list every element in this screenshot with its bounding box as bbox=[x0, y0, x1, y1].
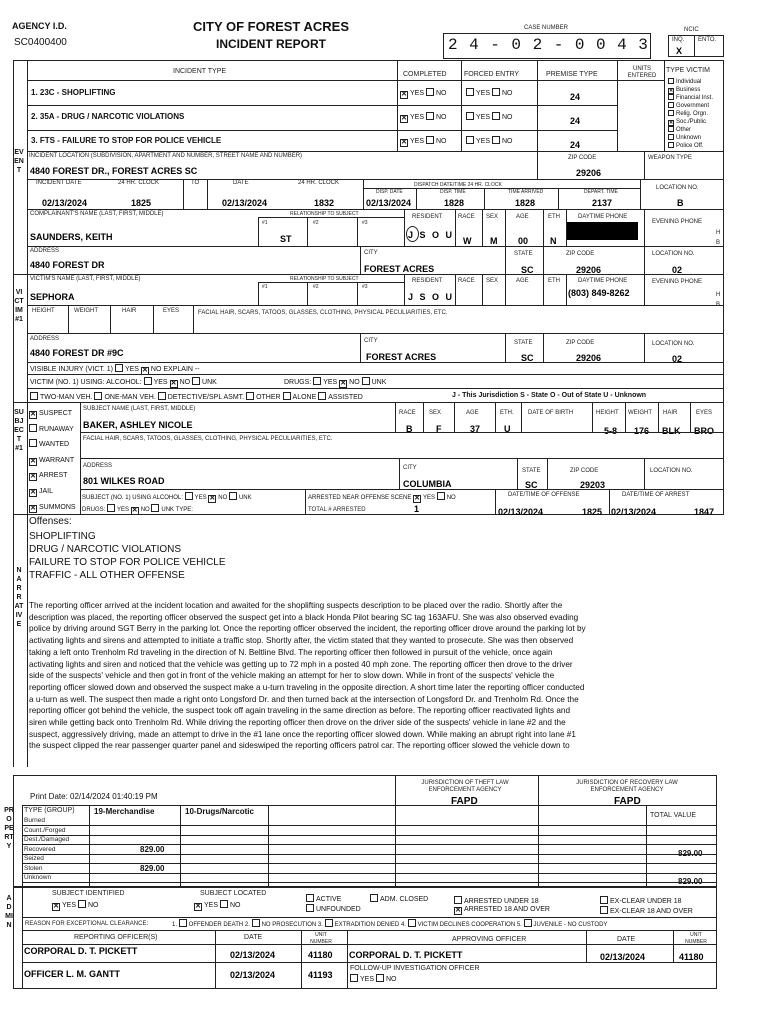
case-number-label: CASE NUMBER bbox=[524, 25, 569, 31]
forced-entry-1: YES NO bbox=[466, 88, 512, 98]
subject-check-suspect: ✕SUSPECT bbox=[29, 406, 81, 422]
victim-type-4: Relig. Orgn. bbox=[668, 110, 724, 118]
reporting-officer-2: OFFICER L. M. GANTT bbox=[24, 969, 120, 979]
victim-alcohol-no[interactable] bbox=[170, 380, 178, 388]
victim-type-1: ✕Business bbox=[668, 86, 724, 94]
incident-type-2: 2. 35A - DRUG / NARCOTIC VIOLATIONS bbox=[31, 112, 185, 121]
forced-entry-label: FORCED ENTRY bbox=[464, 71, 520, 78]
subject-alcohol-unk[interactable] bbox=[229, 492, 237, 500]
time-arrived: 1828 bbox=[515, 198, 536, 208]
subject-race: B bbox=[406, 424, 413, 434]
incident-zip: 29206 bbox=[576, 168, 602, 178]
disp-date-label: DISP. DATE bbox=[376, 189, 403, 195]
completed-no-1[interactable] bbox=[426, 88, 434, 96]
forced-yes-2[interactable] bbox=[466, 112, 474, 120]
property-row-1-line bbox=[22, 835, 717, 836]
property-row-1-label: Count./Forged bbox=[24, 826, 66, 834]
case-digit-7: 0 bbox=[595, 36, 606, 54]
subject-drugs-yes[interactable] bbox=[107, 504, 115, 512]
subject-jail-checkbox[interactable] bbox=[29, 489, 37, 497]
reporting-date-1: 02/13/2024 bbox=[230, 950, 276, 960]
dispatch-label: DISPATCH DATE/TIME 24 HR. CLOCK bbox=[414, 182, 502, 188]
forced-no-2[interactable] bbox=[492, 112, 500, 120]
side-admin: ADMIN bbox=[5, 895, 13, 929]
subject-alcohol-yes[interactable] bbox=[185, 492, 193, 500]
premise-type-3: 24 bbox=[570, 140, 581, 150]
reason-3-checkbox[interactable] bbox=[325, 919, 333, 927]
victim-type-8: Police Off. bbox=[668, 142, 724, 150]
arrested-near-scene: ARRESTED NEAR OFFENSE SCENE ✕ YES NO bbox=[308, 492, 456, 503]
forced-no-3[interactable] bbox=[492, 136, 500, 144]
property-row-4-label: Seized bbox=[24, 855, 44, 862]
reporting-officer-1: CORPORAL D. T. PICKETT bbox=[24, 946, 138, 956]
side-property: PROPERTY bbox=[4, 807, 14, 850]
narrative-line-0: The reporting officer arrived at the incident location and awaited for the shoplifting suspects description to be placed over the radio. Shortly after the bbox=[29, 601, 563, 610]
offenses-label: Offenses: bbox=[29, 516, 72, 527]
subject-address: 801 WILKES ROAD bbox=[83, 476, 165, 486]
incident-clock: 1825 bbox=[131, 198, 152, 208]
narrative-line-4: taking a left onto Trenholm Rd traveling in the direction of N. Beltline Blvd. The reporting officer then followed in pursuit of the vehicle, once again bbox=[29, 647, 553, 657]
subject-weight: 176 bbox=[634, 426, 650, 436]
forced-entry-2: YES NO bbox=[466, 112, 512, 122]
clock-label: 24 HR. CLOCK bbox=[118, 180, 160, 186]
date-label: DATE bbox=[233, 180, 249, 186]
location-no-label: LOCATION NO. bbox=[656, 185, 699, 191]
victim-alcohol-unk[interactable] bbox=[192, 377, 200, 385]
inq-value: X bbox=[676, 46, 683, 56]
victim-drugs-row: DRUGS: YES ✕ NO UNK bbox=[284, 377, 386, 388]
reason-2-checkbox[interactable] bbox=[252, 919, 260, 927]
approving-unit: 41180 bbox=[679, 952, 704, 962]
subject-identified: ✕YES NO bbox=[52, 900, 98, 911]
incident-date: 02/13/2024 bbox=[42, 198, 88, 208]
incident-location-label: INCIDENT LOCATION (SUBDIVISION, APARTMENT AND NUMBER, STREET NAME AND NUMBER) bbox=[29, 153, 303, 159]
victim-using-row: VICTIM (NO. 1) USING: ALCOHOL: YES ✕ NO UNK bbox=[30, 377, 217, 388]
subject-state: SC bbox=[525, 480, 538, 490]
completed-yes-2[interactable] bbox=[400, 115, 408, 123]
narrative-line-5: activating lights and siren and noticed that the vehicle was getting up to 72 mph in a posted 40 mph zone. The reporting officer then drove to the driver bbox=[29, 659, 573, 669]
unfounded-checkbox[interactable] bbox=[306, 904, 314, 912]
forced-yes-1[interactable] bbox=[466, 88, 474, 96]
complainant-address: 4840 FOREST DR bbox=[30, 260, 105, 270]
complainant-state: SC bbox=[521, 265, 534, 275]
premise-type-1: 24 bbox=[570, 92, 581, 102]
subject-type-checks bbox=[29, 406, 81, 515]
end-date: 02/13/2024 bbox=[222, 198, 268, 208]
assignment-option-5[interactable] bbox=[318, 392, 326, 400]
side-subject: SUBJECT #1 bbox=[14, 409, 24, 452]
incident-type-3: 3. FTS - FAILURE TO STOP FOR POLICE VEHICLE bbox=[31, 136, 222, 145]
subject-drugs-no[interactable] bbox=[131, 507, 139, 515]
subject-runaway-checkbox[interactable] bbox=[29, 424, 37, 432]
side-event: EVENT bbox=[14, 149, 24, 174]
case-digit-9: 3 bbox=[638, 36, 648, 54]
subject-eyes: BRO bbox=[694, 426, 714, 436]
report-title: INCIDENT REPORT bbox=[216, 37, 327, 51]
assignment-option-3[interactable] bbox=[246, 392, 254, 400]
located-yes[interactable] bbox=[194, 903, 202, 911]
relationship-label: RELATIONSHIP TO SUBJECT bbox=[290, 211, 359, 217]
exceptional-reasons: 1. OFFENDER DEATH 2. NO PROSECUTION 3. EXTRADITION DENIED 4. VICTIM DECLINES COOPERATION 5. JUVENILE - NO CUSTODY bbox=[172, 919, 607, 929]
property-row-2-label: Dest./Damaged bbox=[24, 836, 70, 843]
side-narrative: NARRATIVE bbox=[14, 567, 24, 628]
victim-type-checkbox-3[interactable] bbox=[668, 102, 674, 108]
resident-circle bbox=[406, 226, 419, 242]
arrest-time: 1847 bbox=[694, 507, 715, 517]
subject-located: ✕YES NO bbox=[194, 900, 240, 911]
victim-zip: 29206 bbox=[576, 353, 602, 363]
victim-name: SEPHORA bbox=[30, 292, 75, 302]
narrative-text bbox=[29, 600, 721, 752]
property-col1: 19-Merchandise bbox=[94, 807, 155, 816]
complainant-eth: N bbox=[550, 236, 557, 246]
approving-officer: CORPORAL D. T. PICKETT bbox=[349, 950, 463, 960]
incident-location-no: B bbox=[677, 198, 684, 208]
victim-type-checkbox-7[interactable] bbox=[668, 134, 674, 140]
clock2-label: 24 HR. CLOCK bbox=[298, 180, 340, 186]
property-row-5-value: 829.00 bbox=[140, 863, 165, 873]
print-date: Print Date: 02/14/2024 01:40:19 PM bbox=[30, 792, 158, 801]
inq-label: INQ. bbox=[672, 37, 685, 43]
property-col2: 10-Drugs/Narcotic bbox=[185, 807, 254, 816]
property-row-6-total: 829.00 bbox=[678, 877, 703, 886]
incident-type-1: 1. 23C - SHOPLIFTING bbox=[31, 88, 116, 97]
subject-wanted-checkbox[interactable] bbox=[29, 439, 37, 447]
followup-checks: YES NO bbox=[350, 974, 396, 984]
complainant-age: 00 bbox=[518, 236, 529, 246]
subject-alcohol-no[interactable] bbox=[208, 495, 216, 503]
resident-label: RESIDENT bbox=[412, 214, 443, 220]
reason-5-checkbox[interactable] bbox=[524, 919, 532, 927]
end-clock: 1832 bbox=[314, 198, 335, 208]
dispatch-date: 02/13/2024 bbox=[366, 198, 412, 208]
arrested-near-no[interactable] bbox=[437, 492, 445, 500]
completed-yes-1[interactable] bbox=[400, 91, 408, 99]
complainant-city: FOREST ACRES bbox=[364, 264, 435, 274]
premise-type-2: 24 bbox=[570, 116, 581, 126]
time-arrived-label: TIME ARRIVED bbox=[508, 189, 544, 195]
victim-city: FOREST ACRES bbox=[366, 352, 437, 362]
victim-location-no: 02 bbox=[672, 354, 683, 364]
complainant-name: SAUNDERS, KEITH bbox=[30, 232, 113, 242]
reason-1-checkbox[interactable] bbox=[179, 919, 187, 927]
complainant-resident: J S O U bbox=[408, 230, 455, 240]
victim-type-3: Government bbox=[668, 102, 724, 110]
located-no[interactable] bbox=[220, 900, 228, 908]
followup-yes[interactable] bbox=[350, 974, 358, 982]
ex-clear-18-over-checkbox[interactable] bbox=[600, 906, 608, 914]
case-number bbox=[448, 36, 648, 56]
completed-1: ✕ YES NO bbox=[400, 88, 446, 99]
subject-drugs-row: DRUGS: YES ✕ NO UNK TYPE: bbox=[82, 504, 193, 515]
victim-alcohol-yes[interactable] bbox=[144, 377, 152, 385]
subject-check-wanted: WANTED bbox=[29, 437, 81, 453]
property-row-2-line bbox=[22, 844, 717, 845]
approving-date: 02/13/2024 bbox=[600, 952, 646, 962]
narrative-line-7: reporting officer slowed down and observed the suspect make a u-turn traveling in the opposite direction. A short time later the reporting officer conducted bbox=[29, 682, 585, 692]
victim-type-6: Other bbox=[668, 126, 724, 134]
city-title: CITY OF FOREST ACRES bbox=[193, 19, 350, 34]
subject-eth: U bbox=[504, 424, 511, 434]
unit-number-1: 41180 bbox=[308, 950, 333, 960]
subject-drugs-unk[interactable] bbox=[151, 504, 159, 512]
completed-yes-3[interactable] bbox=[400, 139, 408, 147]
victim-address: 4840 FOREST DR #9C bbox=[30, 348, 124, 358]
complainant-zip: 29206 bbox=[576, 265, 602, 275]
theft-jurisdiction: FAPD bbox=[451, 796, 478, 807]
to-label: TO bbox=[191, 180, 200, 186]
victim-type-checkbox-0[interactable] bbox=[668, 78, 674, 84]
victim-drugs-yes[interactable] bbox=[313, 377, 321, 385]
subject-check-summons: ✕SUMMONS bbox=[29, 500, 81, 516]
arrested-18-over-checkbox[interactable] bbox=[454, 907, 462, 915]
agency-id-label: AGENCY I.D. bbox=[12, 21, 67, 31]
weapon-type-label: WEAPON TYPE bbox=[648, 155, 692, 161]
incident-type-label: INCIDENT TYPE bbox=[173, 68, 227, 75]
property-row-6-label: Unknown bbox=[24, 874, 52, 881]
side-victim: VICTIM #1 bbox=[14, 289, 24, 323]
active-checkbox[interactable] bbox=[306, 894, 314, 902]
completed-2: ✕ YES NO bbox=[400, 112, 446, 123]
victim-resident: J S O U bbox=[408, 292, 455, 302]
identified-no[interactable] bbox=[78, 900, 86, 908]
depart-time-label: DEPART. TIME bbox=[584, 189, 618, 195]
subject-check-runaway: RUNAWAY bbox=[29, 422, 81, 438]
offense-0: SHOPLIFTING bbox=[29, 531, 96, 542]
assignment-option-1[interactable] bbox=[94, 392, 102, 400]
offense-3: TRAFFIC - ALL OTHER OFFENSE bbox=[29, 570, 185, 581]
case-digit-4: 2 bbox=[532, 36, 543, 54]
ncic-label: NCIC bbox=[684, 27, 699, 33]
reporting-date-2: 02/13/2024 bbox=[230, 970, 276, 980]
offense-time: 1825 bbox=[582, 507, 603, 517]
property-row-5-line bbox=[22, 873, 717, 874]
case-digit-0: 2 bbox=[448, 36, 458, 54]
redacted-phone bbox=[566, 222, 638, 240]
case-digit-6: 0 bbox=[574, 36, 585, 54]
completed-3: ✕ YES NO bbox=[400, 136, 446, 147]
subject-age: 37 bbox=[470, 424, 481, 434]
disp-time-label: DISP. TIME bbox=[440, 189, 466, 195]
unit-number-2: 41193 bbox=[308, 970, 333, 980]
offenses-list bbox=[29, 530, 226, 582]
offense-1: DRUG / NARCOTIC VIOLATIONS bbox=[29, 544, 182, 555]
victim-type-2: Financial Inst. bbox=[668, 94, 724, 102]
subject-height: 5-8 bbox=[604, 426, 618, 436]
property-row-4-line bbox=[22, 863, 717, 864]
complainant-race: W bbox=[463, 236, 472, 246]
subject-zip: 29203 bbox=[580, 480, 606, 490]
identified-yes[interactable] bbox=[52, 903, 60, 911]
reason-4-checkbox[interactable] bbox=[408, 919, 416, 927]
property-row-3-line bbox=[22, 854, 717, 855]
assignment-option-0[interactable] bbox=[30, 392, 38, 400]
subject-hair: BLK bbox=[662, 426, 681, 436]
subject-check-arrest: ✕ARREST bbox=[29, 468, 81, 484]
forced-no-1[interactable] bbox=[492, 88, 500, 96]
total-arrested: 1 bbox=[414, 504, 420, 514]
forced-yes-3[interactable] bbox=[466, 136, 474, 144]
agency-id: SC0400400 bbox=[14, 37, 67, 48]
case-digit-5: - bbox=[553, 36, 564, 54]
property-row-0-line bbox=[22, 825, 717, 826]
depart-time: 2137 bbox=[592, 198, 613, 208]
narrative-line-2: police by driving around SGT Berry in the parking lot. Once the reporting officer observed the incident, the reporting officer drove around the parking lot by bbox=[29, 624, 586, 634]
victim-type-0: Individual bbox=[668, 78, 724, 86]
narrative-line-3: activating lights and sirens and attempted to initiate a traffic stop. Shortly after, the victim stated that they wanted to prosecute. She was then observed bbox=[29, 636, 574, 646]
adm-closed-checkbox[interactable] bbox=[370, 894, 378, 902]
recovery-jurisdiction: FAPD bbox=[614, 796, 641, 807]
narrative-line-6: side of the suspects' vehicle and then got in front of the vehicle making an attempt for her to slow down. While in front of the suspects' vehicle the bbox=[29, 671, 555, 681]
property-row-0-label: Burned bbox=[24, 817, 45, 824]
subject-warrant-checkbox[interactable] bbox=[29, 458, 37, 466]
type-victim-list bbox=[668, 78, 724, 150]
assignment-option-4[interactable] bbox=[283, 392, 291, 400]
completed-no-3[interactable] bbox=[426, 136, 434, 144]
subject-suspect-checkbox[interactable] bbox=[29, 411, 37, 419]
subject-arrest-checkbox[interactable] bbox=[29, 473, 37, 481]
victim-type-checkbox-2[interactable] bbox=[668, 94, 674, 100]
subject-summons-checkbox[interactable] bbox=[29, 505, 37, 513]
subject-sex: F bbox=[436, 424, 442, 434]
subject-name: BAKER, ASHLEY NICOLE bbox=[83, 420, 193, 430]
injury-yes-checkbox[interactable] bbox=[115, 364, 123, 372]
assignment-option-2[interactable] bbox=[158, 392, 166, 400]
property-row-6-line bbox=[22, 882, 717, 883]
narrative-line-12: the suspect clipped the rear passenger quarter panel and sideswiped the reporting officers patrol car. The reporting officer slowed the vehicle down to bbox=[29, 741, 570, 751]
narrative-line-10: siren while getting back onto Trenholm Rd. While driving the reporting officer then drove on the driver side of the suspects' vehicle in lane #2 and the bbox=[29, 718, 566, 728]
complainant-relationship: ST bbox=[280, 234, 292, 244]
property-row-5-label: Stolen bbox=[24, 864, 43, 872]
complainant-sex: M bbox=[490, 236, 498, 246]
complainant-label: COMPLAINANT'S NAME (LAST, FIRST, MIDDLE) bbox=[30, 211, 164, 217]
offense-2: FAILURE TO STOP FOR POLICE VEHICLE bbox=[29, 557, 226, 568]
narrative-line-8: a u-turn as well. The suspect then made a right onto Longsford Dr. and then turned back at the intersection of Longsford Dr. and Trenholm Rd. Once the bbox=[29, 694, 579, 704]
property-row-3-value: 829.00 bbox=[140, 844, 165, 854]
victim-drugs-no[interactable] bbox=[339, 380, 347, 388]
case-digit-8: 4 bbox=[617, 36, 627, 54]
arrest-date: 02/13/2024 bbox=[611, 507, 657, 517]
incident-date-label: INCIDENT DATE bbox=[36, 180, 82, 186]
subject-city: COLUMBIA bbox=[403, 479, 452, 489]
premise-type-label: PREMISE TYPE bbox=[546, 71, 598, 78]
victim-phone: (803) 849-8262 bbox=[568, 288, 630, 298]
subject-alcohol-row: SUBJECT (NO. 1) USING ALCOHOL: YES ✕ NO UNK bbox=[82, 492, 252, 503]
victim-type-5: ✕Soc./Public bbox=[668, 118, 724, 126]
visible-injury-row: VISIBLE INJURY (VICT. 1) YES ✕ NO EXPLAIN -- bbox=[30, 364, 200, 375]
assignment-options: TWO-MAN VEH. ONE-MAN VEH. DETECTIVE/SPL ASMT. OTHER ALONE ASSISTED bbox=[30, 392, 363, 402]
subject-check-warrant: ✕WARRANT bbox=[29, 453, 81, 469]
victim-type-checkbox-6[interactable] bbox=[668, 126, 674, 132]
dispatch-time: 1828 bbox=[444, 198, 465, 208]
jurisdiction-legend: J - This Jurisdiction S - State O - Out of State U - Unknown bbox=[452, 392, 647, 399]
arrested-under-18-checkbox[interactable] bbox=[454, 896, 462, 904]
case-digit-1: 4 bbox=[469, 36, 479, 54]
victim-state: SC bbox=[521, 353, 534, 363]
ento-label: ENTO. bbox=[698, 37, 717, 43]
narrative-line-1: description was placed, the reporting officer observed the suspect get into a black Honda Pilot bearing SC tag 163AFU. She was also observed evading bbox=[29, 612, 579, 622]
followup-no[interactable] bbox=[376, 974, 384, 982]
case-digit-3: 0 bbox=[511, 36, 522, 54]
property-row-3-label: Recovered bbox=[24, 845, 56, 853]
victim-type-checkbox-8[interactable] bbox=[668, 142, 674, 148]
complainant-location-no: 02 bbox=[672, 265, 683, 275]
completed-label: COMPLETED bbox=[403, 71, 447, 78]
incident-location: 4840 FOREST DR., FOREST ACRES SC bbox=[30, 166, 198, 176]
units-entered-label: UNITS ENTERED bbox=[627, 66, 657, 79]
arrested-near-yes[interactable] bbox=[413, 495, 421, 503]
victim-drugs-unk[interactable] bbox=[362, 377, 370, 385]
offense-date: 02/13/2024 bbox=[498, 507, 544, 517]
forced-entry-3: YES NO bbox=[466, 136, 512, 146]
completed-no-2[interactable] bbox=[426, 112, 434, 120]
property-row-3-total: 829.00 bbox=[678, 848, 703, 858]
type-victim-label: TYPE VICTIM bbox=[666, 67, 710, 74]
subject-check-jail: ✕JAIL bbox=[29, 484, 81, 500]
victim-type-7: Unknown bbox=[668, 134, 724, 142]
victim-name-label: VICTIM'S NAME (LAST, FIRST, MIDDLE) bbox=[30, 276, 141, 282]
narrative-line-11: suspect, aggressively driving, made an attempt to drive in the #1 lane once the reporting officer slowed down. While making an abrupt right into lane #1 bbox=[29, 729, 576, 739]
narrative-line-9: reporting officer got behind the vehicle, the suspect took off again traveling in the same direction as before. The reporting officer reactivated lights and bbox=[29, 706, 571, 716]
victim-type-checkbox-4[interactable] bbox=[668, 110, 674, 116]
case-digit-2: - bbox=[490, 36, 500, 54]
zip-label: ZIP CODE bbox=[568, 155, 597, 161]
ex-clear-under-18-checkbox[interactable] bbox=[600, 896, 608, 904]
